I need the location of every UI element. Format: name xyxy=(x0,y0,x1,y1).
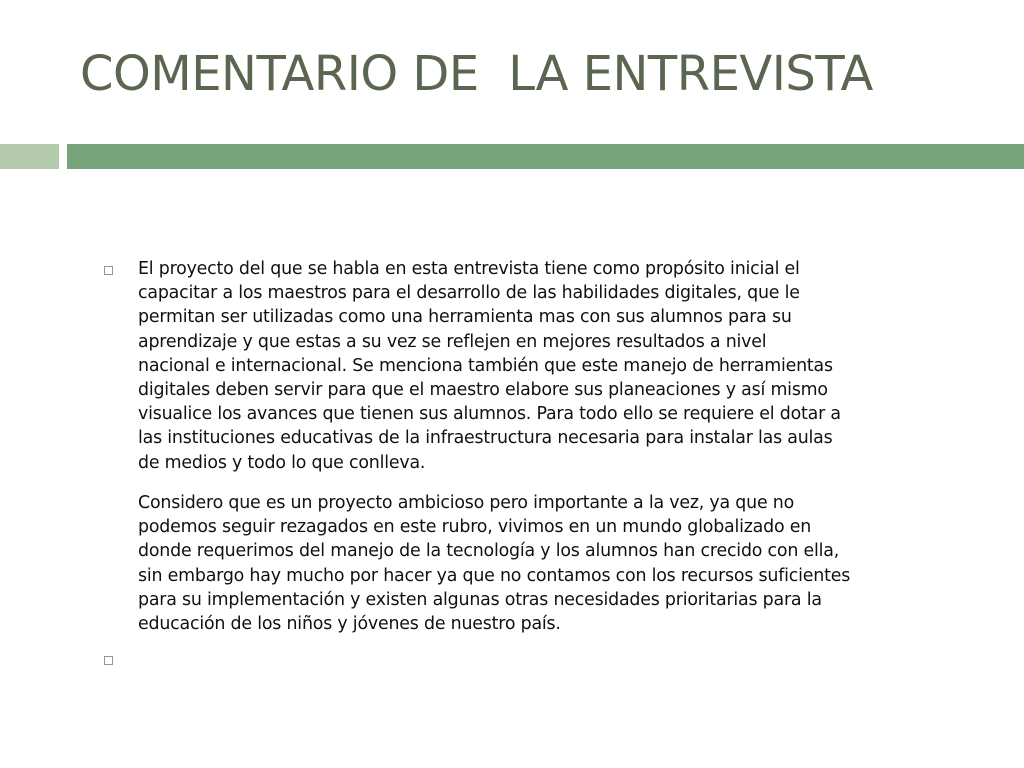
text-line: Considero que es un proyecto ambicioso pero importante a la vez, ya que no xyxy=(138,493,795,513)
text-line: permitan ser utilizadas como una herramienta mas con sus alumnos para su xyxy=(138,307,792,328)
text-line: digitales deben servir para que el maestro elabore sus planeaciones y así mismo xyxy=(138,380,828,401)
text-line: visualice los avances que tienen sus alumnos. Para todo ello se requiere el dotar a xyxy=(138,404,841,425)
text-line: donde requerimos del manejo de la tecnología y los alumnos han crecido con ella, xyxy=(138,541,840,562)
title-accent-bar-dark xyxy=(67,144,1024,169)
hollow-square-bullet-icon xyxy=(104,266,113,275)
text-line: de medios y todo lo que conlleva. xyxy=(138,452,426,473)
text-line: para su implementación y existen algunas otras necesidades prioritarias para la xyxy=(138,589,822,610)
text-line: podemos seguir rezagados en este rubro, vivimos en un mundo globalizado en xyxy=(138,517,812,538)
text-line: las instituciones educativas de la infraestructura necesaria para instalar las aulas xyxy=(138,428,833,449)
paragraph-interview-summary xyxy=(138,257,984,475)
text-line: sin embargo hay mucho por hacer ya que no contamos con los recursos suficientes xyxy=(138,565,851,586)
text-line: nacional e internacional. Se menciona también que este manejo de herramientas xyxy=(138,355,833,376)
text-line: educación de los niños y jóvenes de nuestro país. xyxy=(138,614,561,635)
text-line: aprendizaje y que estas a su vez se reflejen en mejores resultados a nivel xyxy=(138,331,767,352)
text-line: El proyecto del que se habla en esta entrevista tiene como propósito inicial el xyxy=(138,259,800,279)
hollow-square-bullet-icon xyxy=(104,656,113,665)
paragraph-opinion xyxy=(138,491,984,636)
slide-title: COMENTARIO DE LA ENTREVISTA xyxy=(80,46,873,102)
title-accent-bar-light xyxy=(0,144,59,169)
text-line: capacitar a los maestros para el desarrollo de las habilidades digitales, que le xyxy=(138,283,800,304)
